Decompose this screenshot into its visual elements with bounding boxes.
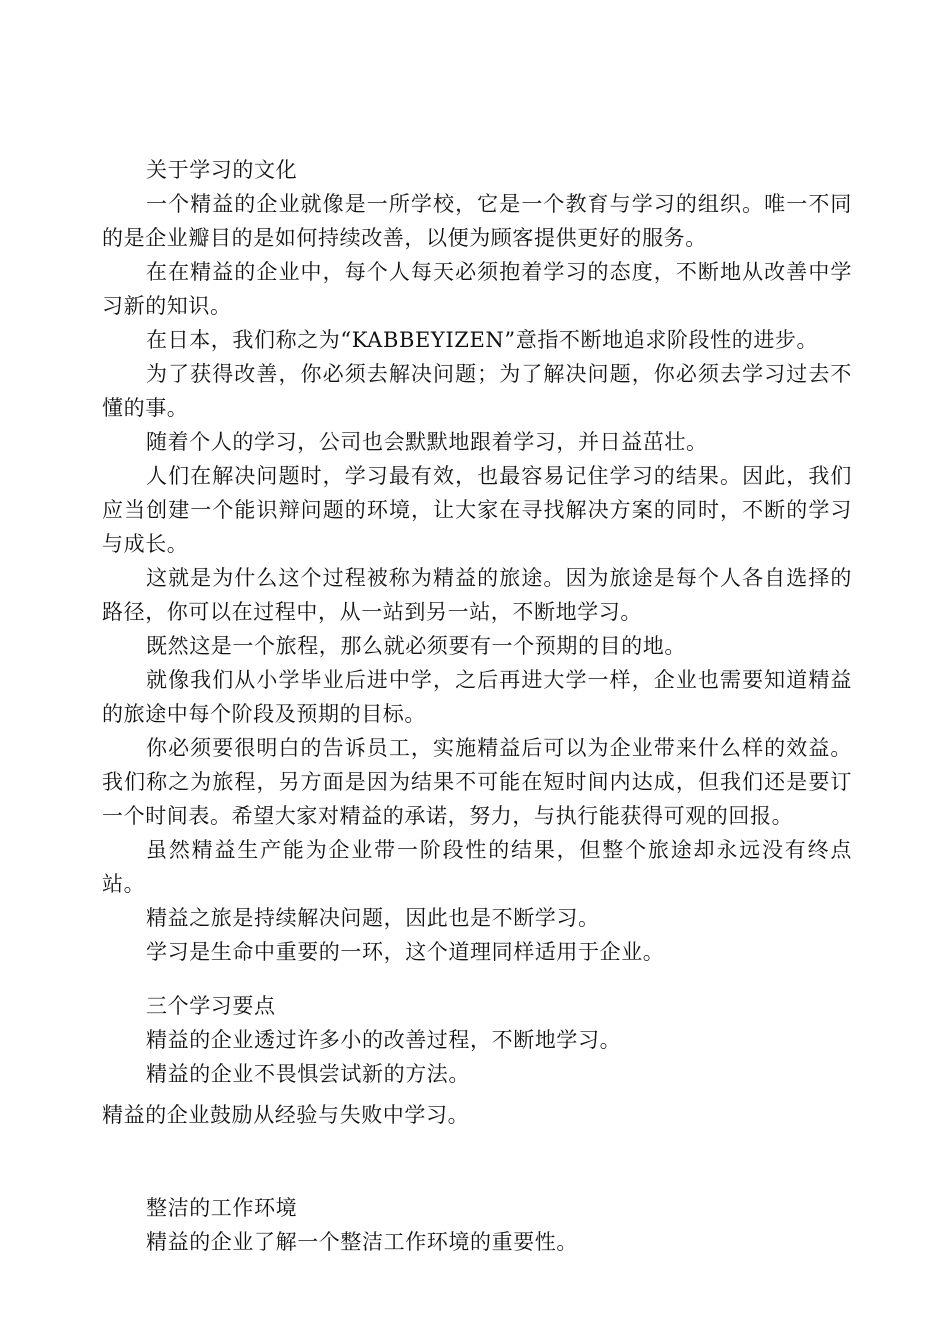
paragraph: 精益之旅是持续解决问题，因此也是不断学习。 (146, 906, 600, 930)
section-learning-points (102, 989, 852, 1091)
section-learning-points-last (102, 1098, 852, 1132)
paragraph: 就像我们从小学毕业后进中学，之后再进大学一样，企业也需要知道精益的旅途中每个阶段及预期的目标。 (102, 668, 852, 726)
list-item: 精益的企业鼓励从经验与失败中学习。 (102, 1103, 470, 1127)
paragraph: 在在精益的企业中，每个人每天必须抱着学习的态度，不断地从改善中学习新的知识。 (102, 260, 852, 318)
paragraph: 这就是为什么这个过程被称为精益的旅途。因为旅途是每个人各自选择的路径，你可以在过程中，从一站到另一站，不断地学习。 (102, 566, 852, 624)
paragraph: 你必须要很明白的告诉员工，实施精益后可以为企业带来什么样的效益。我们称之为旅程，另方面是因为结果不可能在短时间内达成，但我们还是要订一个时间表。希望大家对精益的承诺，努力，与执行能获得可观的回报。 (102, 736, 852, 828)
section-heading: 整洁的工作环境 (146, 1196, 298, 1220)
paragraph: 为了获得改善，你必须去解决问题；为了解决问题，你必须去学习过去不懂的事。 (102, 362, 852, 420)
section-heading: 三个学习要点 (146, 994, 276, 1018)
list-item: 精益的企业不畏惧尝试新的方法。 (146, 1062, 470, 1086)
paragraph: 在日本，我们称之为“KABBEYIZEN”意指不断地追求阶段性的进步。 (146, 328, 819, 352)
list-item: 精益的企业透过许多小的改善过程，不断地学习。 (146, 1028, 622, 1052)
paragraph: 既然这是一个旅程，那么就必须要有一个预期的目的地。 (146, 634, 686, 658)
paragraph: 虽然精益生产能为企业带一阶段性的结果，但整个旅途却永远没有终点站。 (102, 838, 852, 896)
paragraph: 人们在解决问题时，学习最有效，也最容易记住学习的结果。因此，我们应当创建一个能识辩问题的环境，让大家在寻找解决方案的同时，不断的学习与成长。 (102, 464, 852, 556)
paragraph: 随着个人的学习，公司也会默默地跟着学习，并日益茁壮。 (146, 430, 708, 454)
section-learning-culture (102, 153, 852, 969)
section-clean-workplace (102, 1191, 852, 1259)
section-heading: 关于学习的文化 (146, 158, 298, 182)
paragraph: 一个精益的企业就像是一所学校，它是一个教育与学习的组织。唯一不同的是企业瓣目的是如何持续改善，以便为顾客提供更好的服务。 (102, 192, 852, 250)
paragraph: 学习是生命中重要的一环，这个道理同样适用于企业。 (146, 940, 665, 964)
paragraph: 精益的企业了解一个整洁工作环境的重要性。 (146, 1230, 578, 1254)
